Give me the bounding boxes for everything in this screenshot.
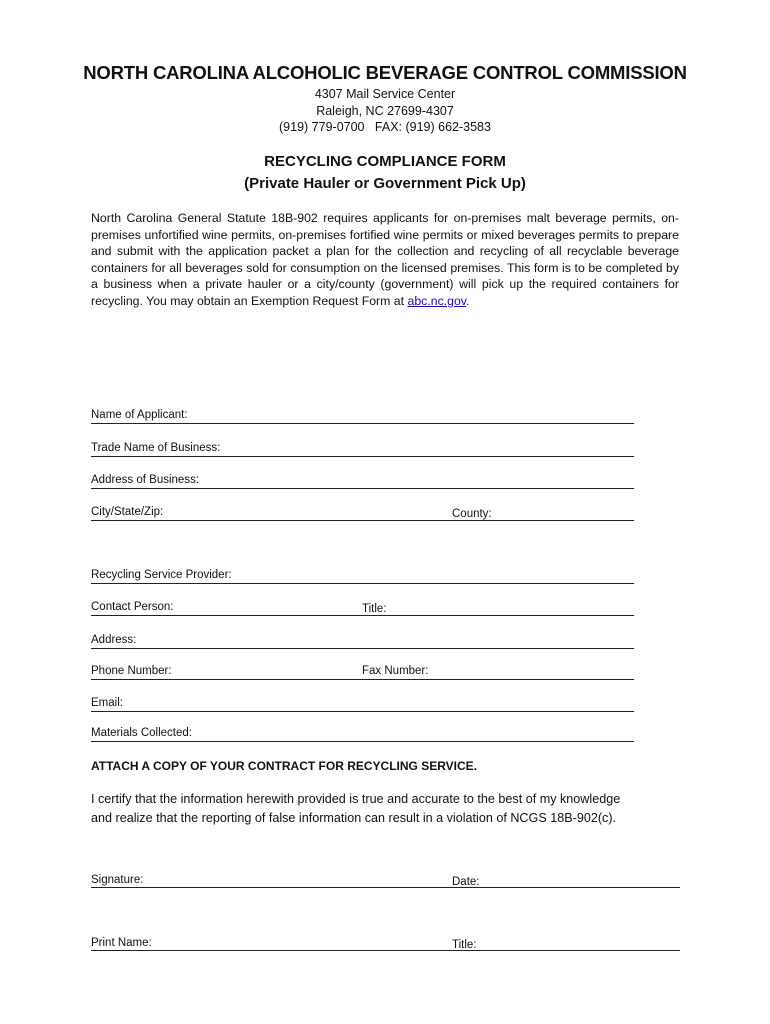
print-name-label: Print Name: <box>91 937 152 949</box>
intro-end: . <box>466 293 470 308</box>
form-subtitle: (Private Hauler or Government Pick Up) <box>244 175 526 192</box>
address-of-business-field[interactable] <box>91 488 634 489</box>
phone-fax-line: (919) 779-0700 FAX: (919) 662-3583 <box>279 120 491 134</box>
name-of-applicant-label: Name of Applicant: <box>91 409 188 421</box>
certification-line-1: I certify that the information herewith provided is true and accurate to the best of my knowledge <box>91 792 621 806</box>
provider-title-label: Title: <box>362 603 387 615</box>
fax-number-label: Fax Number: <box>362 665 429 677</box>
intro-paragraph <box>91 210 679 310</box>
abc-website-link[interactable]: abc.nc.gov <box>407 293 467 308</box>
address-line-2: Raleigh, NC 27699-4307 <box>316 104 454 118</box>
address-line-1: 4307 Mail Service Center <box>314 87 456 101</box>
commission-title: NORTH CAROLINA ALCOHOLIC BEVERAGE CONTROL COMMISSION <box>83 62 687 83</box>
city-state-zip-field[interactable] <box>91 520 634 521</box>
print-name-field[interactable] <box>91 950 680 951</box>
signature-label: Signature: <box>91 874 144 886</box>
recycling-provider-field[interactable] <box>91 583 634 584</box>
contact-person-field[interactable] <box>91 615 634 616</box>
contact-person-label: Contact Person: <box>91 601 174 613</box>
county-label: County: <box>452 508 492 520</box>
form-title: RECYCLING COMPLIANCE FORM <box>264 153 506 170</box>
signer-title-label: Title: <box>452 939 477 951</box>
address-of-business-label: Address of Business: <box>91 474 200 486</box>
signature-field[interactable] <box>91 887 680 888</box>
phone-number-label: Phone Number: <box>91 665 172 677</box>
city-state-zip-label: City/State/Zip: <box>91 506 164 518</box>
certification-statement <box>91 790 691 828</box>
materials-collected-label: Materials Collected: <box>91 727 192 739</box>
email-label: Email: <box>91 697 123 709</box>
trade-name-label: Trade Name of Business: <box>91 442 221 454</box>
materials-collected-field[interactable] <box>91 741 634 742</box>
date-label: Date: <box>452 876 480 888</box>
email-field[interactable] <box>91 711 634 712</box>
attach-contract-notice: ATTACH A COPY OF YOUR CONTRACT FOR RECYCLING SERVICE. <box>91 759 478 773</box>
trade-name-field[interactable] <box>91 456 634 457</box>
provider-address-field[interactable] <box>91 648 634 649</box>
phone-number-field[interactable] <box>91 679 634 680</box>
name-of-applicant-field[interactable] <box>91 423 634 424</box>
provider-address-label: Address: <box>91 634 137 646</box>
recycling-provider-label: Recycling Service Provider: <box>91 569 232 581</box>
intro-text: North Carolina General Statute 18B-902 requires applicants for on-premises malt beverage permits, on-premises unfortified wine permits, on-premises fortified wine permits or mixed beverages permits to prepare and submit with the application packet a plan for the collection and recycling of all recyclable beverage containers for all beverages sold for consumption on the licensed premises. This form is to be completed by a business when a private hauler or a city/county (government) will pick up the required containers for recycling. You may obtain an Exemption Request Form at <box>91 211 679 308</box>
certification-line-2: and realize that the reporting of false information can result in a violation of NCGS 18B-902(c). <box>91 811 617 825</box>
